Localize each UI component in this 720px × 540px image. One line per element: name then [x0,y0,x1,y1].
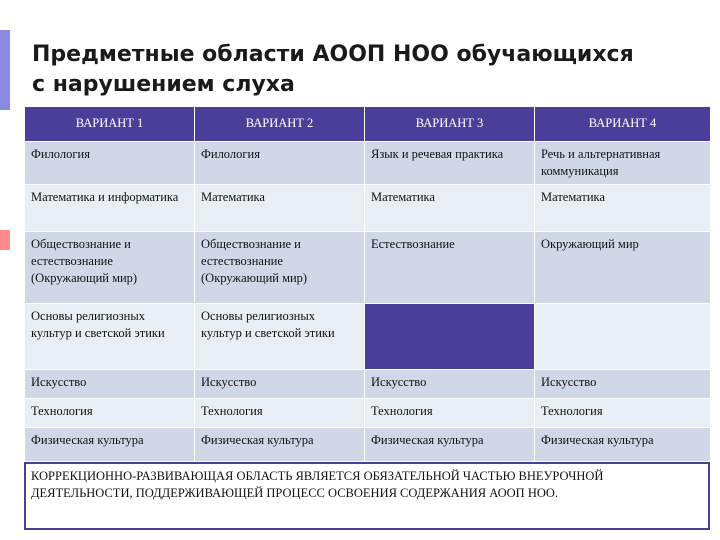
table-cell: Математика [195,185,365,232]
table-cell: Технология [535,399,711,428]
table-cell-empty [535,304,711,370]
decorative-side-bar [0,30,10,110]
table-cell: Математика [535,185,711,232]
table-cell: Основы религиозных культур и светской этики [25,304,195,370]
table-cell: Математика и информатика [25,185,195,232]
header-variant-1: ВАРИАНТ 1 [25,107,195,142]
page-title [32,40,692,100]
table-cell: Искусство [365,370,535,399]
table-cell: Физическая культура [25,428,195,462]
table-cell: Язык и речевая практика [365,142,535,185]
footer-note: КОРРЕКЦИОННО-РАЗВИВАЮЩАЯ ОБЛАСТЬ ЯВЛЯЕТСЯ ОБЯЗАТЕЛЬНОЙ ЧАСТЬЮ ВНЕУРОЧНОЙ ДЕЯТЕЛЬНОСТИ, ПОДДЕРЖИВАЮЩЕЙ ПРОЦЕСС ОСВОЕНИЯ СОДЕРЖАНИЯ АООП НОО. [24,462,710,530]
table-cell: Окружающий мир [535,232,711,304]
table-cell: Искусство [195,370,365,399]
table-row [25,185,711,232]
title-line-1: Предметные области АООП НОО обучающихся [32,42,634,67]
header-variant-2: ВАРИАНТ 2 [195,107,365,142]
title-line-2: с нарушением слуха [32,72,295,97]
table-row [25,142,711,185]
table-cell: Физическая культура [535,428,711,462]
table-cell: Технология [195,399,365,428]
table-row [25,399,711,428]
decorative-marker [0,230,10,250]
table-row [25,428,711,462]
header-variant-3: ВАРИАНТ 3 [365,107,535,142]
table-cell: Обществознание и естествознание (Окружающий мир) [195,232,365,304]
table-cell: Технология [365,399,535,428]
table-cell: Основы религиозных культур и светской этики [195,304,365,370]
subject-areas-table [24,106,711,462]
header-variant-4: ВАРИАНТ 4 [535,107,711,142]
table-row [25,232,711,304]
table-header-row [25,107,711,142]
table-cell: Естествознание [365,232,535,304]
table-cell: Физическая культура [195,428,365,462]
table-cell: Речь и альтернативная коммуникация [535,142,711,185]
table-row [25,370,711,399]
table-row [25,304,711,370]
table-cell: Математика [365,185,535,232]
table-cell: Искусство [535,370,711,399]
table-cell: Филология [25,142,195,185]
table-cell: Искусство [25,370,195,399]
table-cell: Обществознание и естествознание (Окружающий мир) [25,232,195,304]
table-cell: Технология [25,399,195,428]
table-cell: Физическая культура [365,428,535,462]
table-cell: Филология [195,142,365,185]
table-cell-empty [365,304,535,370]
